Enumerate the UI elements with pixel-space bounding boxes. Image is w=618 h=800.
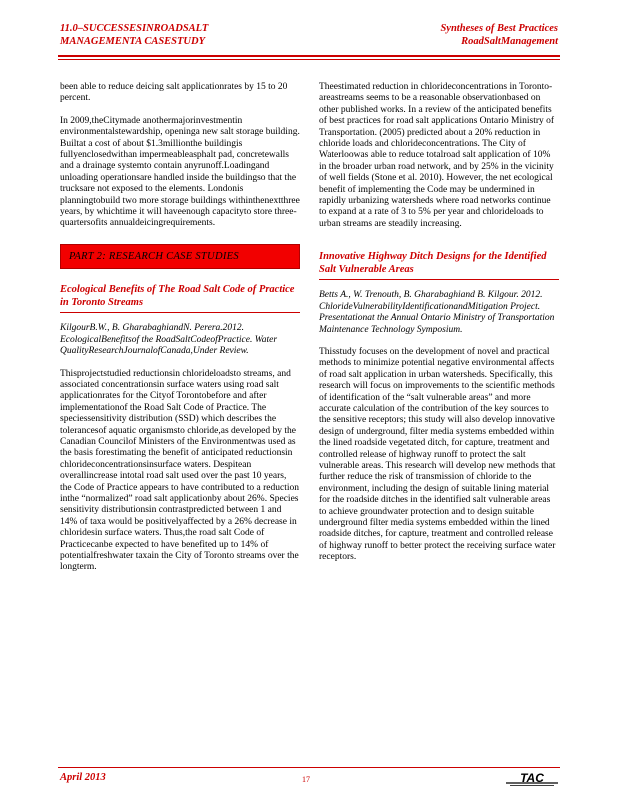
right-paragraph-1: Theestimated reduction in chlorideconcentrations in Toronto-areastreams seems to be a reasonable observationbased on other published works. In a review of the anticipated benefits of best practices for road salt applications Ontario Ministry of Transportation. (2005) predicted about a 20% reduction in chloride loads and chlorideconcentrations. The City of Waterloowas able to reduce totalroad salt application of 10% in the broader urban road network, and by 25% in the vicinity of well fields (Stone et al. 2010). However, the net ecological benefit of implementing the Code may be undermined in rapidly urbanizing watersheds where road networks continue to expand at a rate of 3 to 5% per year and chlorideloads to urban streams are steadily increasing. (319, 82, 555, 229)
right-column (319, 82, 559, 575)
header-right (440, 23, 558, 48)
case-study-1-body: Thisprojectstudied reductionsin chlorideloadsto streams, and associated concentrationsin surface waters using road salt applicationrates for the Cityof Torontobefore and after implementationof the Road Salt Code of Practice. The speciessensitivity distribution (SSD) which describes the tolerancesof aquatic organismsto chloride,as developed by the Canadian Councilof Ministers of the Environmentwas used as the basis forestimating the benefit of anticipated reductionsin chlorideconcentrationsinsurface waters. Despitean overallincrease intotal road salt used over the past 10 years, the Code of Practice appears to have contributed to a reduction inthe “normalized” road salt applicationby about 26%. Species sensitivity distributionsin contrastpredicted between 1 and 14% of taxa would be positivelyaffected by a 26% decrease in chloridesin surface waters. Thus,the road salt Code of Practicecanbe expected to have benefited up to 14% of potentialfreshwater taxain the City of Toronto streams over the longterm. (60, 368, 299, 573)
tac-logo-text: TAC (520, 771, 544, 785)
case-study-1-title: Ecological Benefits of The Road Salt Code of Practice in Toronto Streams (60, 283, 300, 313)
left-column (60, 82, 300, 585)
page-number: 17 (302, 775, 310, 784)
case-study-2-title: Innovative Highway Ditch Designs for the Identified Salt Vulnerable Areas (319, 250, 559, 280)
header-left-line1: 11.0–SUCCESSESINROADSALT (60, 23, 209, 34)
case-study-1-citation: KilgourB.W., B. GharabaghiandN. Perera.2012. EcologicalBenefitsof the RoadSaltCodeofPractice. Water QualityResearchJournalofCanada,Under Review. (60, 323, 278, 357)
part-banner: PART 2: RESEARCH CASE STUDIES (60, 244, 300, 269)
footer-date: April 2013 (60, 772, 106, 783)
tac-logo (506, 771, 558, 787)
left-paragraph-2: In 2009,theCitymade anothermajorinvestmentin environmentalstewardship, openinga new salt storage building. Builtat a cost of about $1.3millionthe buildingis fullyenclosedwithan impermeableasphalt pad, concretewalls and a drainage systemto contain anyrunoff.Loadingand unloading operationsare handled inside the buildingso that the trucksare not exposed to the elements. Londonis planningtobuild two more storage buildings withinthenextthree years, by whichtime it will haveenough capacityto store three-quartersofits annualdeicingrequirements. (60, 115, 300, 229)
header-left (60, 23, 208, 48)
left-paragraph-1: been able to reduce deicing salt applicationrates by 15 to 20 percent. (60, 82, 288, 104)
header-left-line2: MANAGEMENTA CASESTUDY (60, 35, 206, 47)
header-right-line1: Syntheses of Best Practices (440, 23, 558, 34)
case-study-2-body: Thisstudy focuses on the development of novel and practical methods to minimize potential negative environmental affects of road salt application in urban watersheds. Specifically, this research will focus on improvements to the scientific methods of identification of the “salt vulnerable areas” and more accurate calculation of the contribution of the key sources to the sensitive receptors; this study will also develop innovative design of underground, filter media systems embedded within the lined roadside vegetated ditch, for capture, treatment and controlled release of highway runoff to protect the salt vulnerable areas. This research will develop new methods that further reduce the risk of transmission of chloride to the environment, including the design of suitable lining material for the roadside ditches in the identified salt vulnerable areas to achieve groundwater protection and to design suitable underground filter media systems embedded within the lined roadside ditches, for capture, treatment and controlled release of highway runoff to better protect the receiving surface water receptors. (319, 346, 556, 563)
footer-rule (58, 767, 560, 768)
header-rule-thin (58, 59, 560, 60)
case-study-2-citation: Betts A., W. Trenouth, B. Gharabaghiand B. Kilgour. 2012. ChlorideVulnerabilityIdentificationandMitigation Project. Presentationat the Annual Ontario Ministry of Transportation Maintenance Technology Symposium. (319, 290, 555, 335)
header-right-line2: RoadSaltManagement (461, 35, 558, 47)
header-rule (58, 55, 560, 57)
